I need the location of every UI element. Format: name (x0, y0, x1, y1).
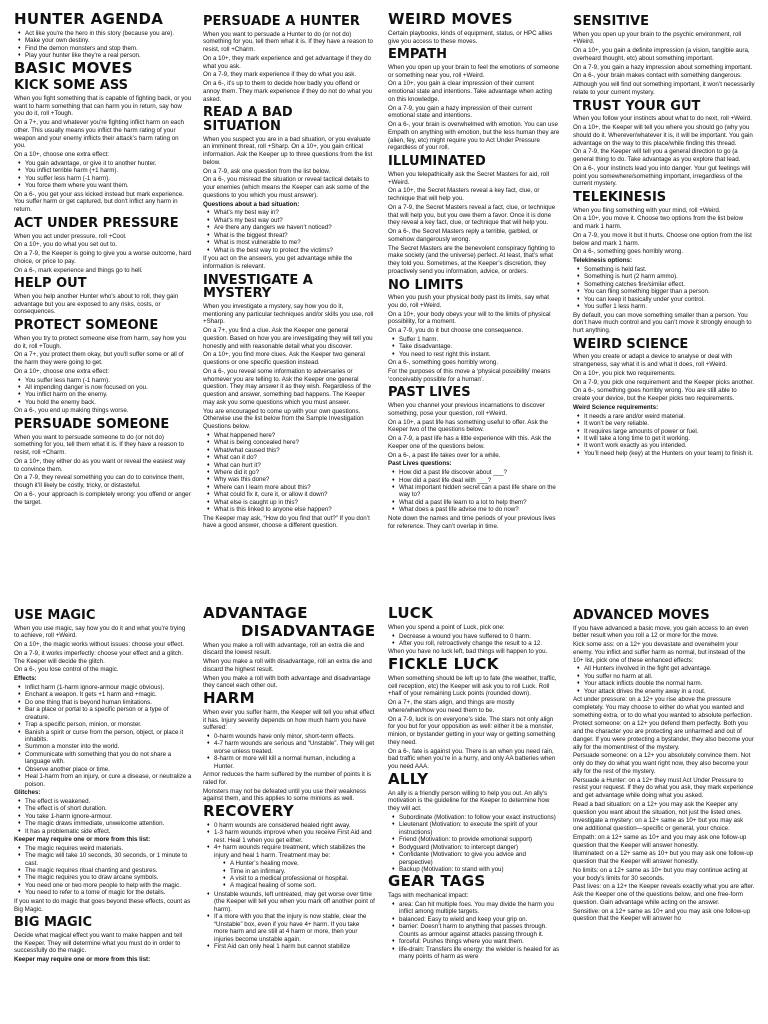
list-item: ♦ 1-3 harm wounds improve when you receive First Aid and rest. Heal 1 when you get either. (209, 829, 375, 844)
paragraph: Effects: (14, 675, 37, 683)
list-item: ♦ What is being concealed here? (209, 439, 375, 446)
paragraph: When you make a roll with disadvantage, roll an extra die and discard the highest result. (203, 658, 372, 673)
paragraph: When you open up your brain to feel the emotions of someone or something near you, roll +Weird. (388, 63, 559, 79)
luck-list (394, 633, 560, 648)
list-item: ♦ The effect is weakened. (20, 798, 192, 805)
advanced-kick-list (579, 665, 755, 695)
list-item: ♦ Inflict harm (1-harm ignore-armour magic obvious). (20, 684, 192, 691)
magic-glitches (20, 798, 192, 835)
list-item: ♦ forceful: Pushes things where you want them. (394, 938, 560, 945)
paragraph: When ever you suffer harm, the Keeper will tell you what effect it has. Injury severity depends on how much harm you have suffered: (203, 708, 375, 732)
paragraph: On a 10+, they mark experience and get advantage if they do what you ask. (203, 54, 372, 70)
list-item: ♦ Play your hunter like they're a real person. (20, 52, 192, 59)
weird-science-requirements (579, 413, 755, 458)
paragraph: Act under pressure: on a 12+ you rise above the pressure completely. You may choose to either do what you wanted and something extra, or to do what you wanted to absolute perfection. (573, 696, 753, 719)
list-item: ♦ Banish a spirit or curse from the person, object, or place it inhabits. (20, 729, 192, 744)
paragraph: When you channel your previous incarnations to discover something, pose your question, roll +Weird. (388, 402, 545, 417)
list-item: ♦ You suffer 1 less harm. (579, 303, 755, 310)
list-item: ♦ What’s my best way in? (209, 209, 375, 216)
list-item: ♦ It has a problematic side effect. (20, 828, 192, 835)
paragraph: Keeper may require one or more from this list: (14, 835, 151, 843)
paragraph: On a 7-9, you gain a hazy impression about something important. (573, 63, 753, 71)
paragraph: On a 7-9, the Secret Masters reveal a fact, clue, or technique that will help you, but you owe them a favor. Once it is done they reveal a key fact, clue, or technique that will help you. (388, 203, 556, 227)
advantage-title: ADVANTAGE (203, 606, 308, 622)
paragraph: Persuade a Hunter: on a 12+ they must Act Under Pressure to resist your request. If they do what you ask, they mark experience and get advantage while doing what you asked. (573, 776, 754, 800)
harm-title: HARM (203, 689, 255, 707)
list-item: ♦ Do one thing that is beyond human limitations. (20, 699, 192, 706)
list-item: ♦ area: Can hit multiple foes. You may divide the harm you inflict among multiple targets. (394, 901, 560, 916)
ally-title: ALLY (388, 769, 429, 788)
magic-requirements (20, 845, 192, 897)
paragraph: On a 6-, you misread the situation or reveal tactical details to your enemies (which means the Keeper can ask some of the questions to you which you must answer). (203, 176, 370, 199)
paragraph: On a 6-, you reveal some information to adversaries or whomever you are telling to. Ask the Keeper one general question. They may answer it as they wish. Regardless of the question and answer, something bad happens. The Keeper may ask you some questions which you must answer. (203, 367, 372, 406)
list-item: ♦ Bodyguard (Motivation: to intercept danger) (394, 844, 560, 851)
list-item: ♦ You need to rest right this instant. (394, 351, 560, 358)
list-item: ♦ Enchant a weapon. It gets +1 harm and +magic. (20, 691, 192, 698)
list-item: ♦ Where can I learn more about this? (209, 484, 375, 491)
list-item: ♦ Friend (Motivation: to provide emotional support) (394, 836, 560, 843)
list-item: ♦ It requires large amounts of power or fuel. (579, 428, 755, 435)
list-item: ♦ After you roll, retroactively change the result to a 12. (394, 640, 560, 647)
paragraph: On a 6-, your brain makes contact with something dangerous. (573, 72, 742, 80)
paragraph: On a 10+, the Keeper will tell you where you should go (why you should do it. Wherever/whatever it is, it will be important. You gain advantage on the way to this place/while finding this thread. (573, 124, 753, 147)
harm-list (209, 733, 375, 770)
list-item: ♦ You need to refer to a tome of magic for the details. (20, 889, 192, 896)
read-bad-situation-title: READ A BAD SITUATION (203, 105, 293, 135)
column-weird-moves (388, 12, 560, 572)
illuminated-title: ILLUMINATED (388, 154, 486, 170)
list-item: ♦ It needs a rare and/or weird material. (579, 413, 755, 420)
paragraph: On a 10+, choose one extra effect: (14, 367, 109, 375)
persuade-someone-title: PERSUADE SOMEONE (14, 417, 170, 433)
paragraph: On a 7-9, you pick one requirement and the Keeper picks another. (573, 378, 754, 386)
paragraph: Read a bad situation: on a 12+ you may ask the Keeper any question you want about the situation, not just the listed ones. (573, 800, 742, 816)
paragraph: On a 7-9, they mark experience if they do what you ask. (203, 71, 357, 79)
paragraph: When you want to persuade a Hunter to do (or not do) something for you, tell them what it is. If they have a reason to resist, roll +Charm. (203, 30, 373, 54)
list-item: ♦ You force them where you want them. (20, 182, 192, 189)
list-item: ♦ Heal 1-harm from an injury, or cure a disease, or neutralize a poison. (20, 773, 192, 788)
list-item: ♦ Decrease a wound you have suffered to 0 harm. (394, 633, 560, 640)
list-item: ♦ It won’t be very reliable. (579, 420, 755, 427)
investigate-title: INVESTIGATE A MYSTERY (203, 272, 313, 302)
kick-some-ass-title: KICK SOME ASS (14, 78, 129, 94)
trust-gut-title: TRUST YOUR GUT (573, 98, 701, 114)
list-item: ♦ What’s my best way out? (209, 217, 375, 224)
list-item: ♦ Suffer 1 harm. (394, 336, 560, 343)
fickle-luck-title: FICKLE LUCK (388, 655, 499, 674)
paragraph: Telekinesis options: (573, 257, 633, 265)
paragraph: On a 6-, it’s up to them to decide how badly you offend or annoy them. They mark experience if they do not do what you asked. (203, 80, 373, 103)
list-item: ♦ Subordinate (Motivation: to follow your exact instructions) (394, 814, 560, 821)
list-item: ♦ 8-harm or more will kill a normal human, including a Hunter. (209, 755, 375, 770)
paragraph: Investigate a mystery: on a 12+ same as 10+ but you may ask one additional question—specific or general, your choice. (573, 817, 744, 833)
paragraph: When you help another Hunter who's about to roll, they gain advantage but you are exposed to any risks, costs, or consequences. (14, 292, 179, 316)
paragraph: On a 7-9, they reveal something you can do to convince them, though it’ll likely be costly, tricky, or distasteful. (14, 474, 185, 490)
paragraph: By default, you can move something smaller than a person. You don’t have much control and you can’t move it strongly enough to hurt anything. (573, 311, 752, 335)
magic-effects (20, 684, 192, 788)
persuade-hunter-title: PERSUADE A HUNTER (203, 14, 360, 29)
gear-tags-title: GEAR TAGS (388, 872, 486, 891)
paragraph: On a 7-9, you gain a hazy impression of their current emotional state and intentions. (388, 104, 533, 120)
list-item: ♦ It will take a long time to get it working. (579, 435, 755, 442)
list-item: ♦ The magic will take 10 seconds, 30 seconds, or 1 minute to cast. (20, 852, 192, 867)
paragraph: When you open up your brain to the psychic environment, roll +Weird. (573, 30, 742, 46)
big-magic-title: BIG MAGIC (14, 915, 92, 931)
list-item: ♦ What important hidden secret can a past life share on the way to? (394, 484, 560, 499)
luck-title: LUCK (388, 606, 434, 622)
column-persuade-read-investigate (203, 12, 375, 572)
paragraph: Past Lives questions: (388, 460, 452, 468)
list-item: ♦ If a more with you that the injury is now stable, clear the “Unstable” box, even if you have 4+ harm. If you take more harm and are still at 4 harm or more, then your injuries become unstable again. (209, 913, 375, 943)
paragraph: Certain playbooks, kinds of equipment, status, or HPC allies give you access to these moves. (388, 29, 553, 45)
list-item: ♦ life-drain: Transfers life energy: the wielder is healed for as many points of harm as were (394, 946, 560, 961)
list-item: ♦ Time in an infirmary. (225, 868, 375, 875)
list-item: ♦ You can fling something bigger than a person. (579, 288, 755, 295)
list-item: ♦ A visit to a medical professional or hospital. (225, 875, 375, 882)
list-item: ♦ Make your own destiny. (20, 37, 192, 44)
list-item: ♦ What did a past life learn to a lot to help them? (394, 499, 560, 506)
act-under-pressure-title: ACT UNDER PRESSURE (14, 215, 179, 231)
paragraph: Although you will find out something important, it won’t necessarily relate to your current mystery. (573, 81, 755, 96)
paragraph: On a 7-9, you move it but it hurts. Choose one option from the list below and mark 1 harm. (573, 231, 752, 247)
list-item: ♦ What does a past life advise me to do now? (394, 506, 560, 513)
column-luck-ally-gear (388, 606, 560, 1020)
list-item: ♦ Trap a specific person, minion, or monster. (20, 721, 192, 728)
paragraph: On a 10+, the Secret Masters reveal a key fact, clue, or technique that will help you. (388, 187, 540, 203)
paragraph: The Secret Masters are the benevolent conspiracy fighting to make society (and the universe) perfect. At least, that’s what they told you. Sometimes, at the Keeper’s discretion, they proactively send you information, advice, or orders. (388, 244, 555, 275)
list-item: ♦ What else is caught up in this? (209, 499, 375, 506)
paragraph: On a 7+, you protect them okay, but you'll suffer some or all of the harm they were going to get. (14, 351, 184, 367)
list-item: ♦ Something is hurt (2 harm ammo). (579, 273, 755, 280)
list-item: ♦ You can keep it basically under your control. (579, 296, 755, 303)
past-lives-questions (394, 469, 560, 514)
list-item: ♦ What could fix it, cure it, or allow it down? (209, 491, 375, 498)
paragraph: On a 10+, you move it. Choose two options from the list below and mark 1 harm. (573, 215, 744, 231)
paragraph: Empath: on a 12+ same as 10+ and you may ask one follow-up question that the Keeper will answer honestly. (573, 833, 747, 849)
paragraph: Keeper may require one or more from this list: (14, 956, 151, 964)
paragraph: For the purposes of this move a ‘physical possibility’ means ‘conceivably possible for a human’. (388, 367, 551, 383)
column-magic (14, 606, 192, 1020)
recovery-list-continued (209, 891, 375, 951)
protect-someone-list (20, 377, 192, 407)
hunter-agenda-title: HUNTER AGENDA (14, 12, 164, 28)
list-item: ♦ A magical healing of some sort. (225, 882, 375, 889)
list-item: ♦ Find the demon monsters and stop them. (20, 45, 192, 52)
paragraph: On a 7+, you find a clue. Ask the Keeper one general question. Based on how you are investigating they will tell you honestly and with reasonable detail what you discover. (203, 327, 373, 350)
paragraph: On a 6-, you end up making things worse. (14, 407, 129, 415)
paragraph: On a 10+, a past life has something useful to offer. Ask the Keeper two of the questions below. (388, 418, 549, 434)
basic-moves-title: BASIC MOVES (14, 58, 133, 77)
list-item: ♦ You need one or two more people to help with the magic. (20, 882, 192, 889)
list-item: ♦ 4+ harm wounds require treatment, which stabilizes the injury and heal 1 harm. Treatment may be: (209, 844, 375, 859)
paragraph: You are encouraged to come up with your own questions. Otherwise use the list below from the Sample Investigation Questions below. (203, 407, 364, 431)
paragraph: On a 6-, something goes horribly wrong. You are still able to create your device, but the Keeper picks two requirements. (573, 387, 737, 403)
paragraph: When you want to persuade someone to do (or not do) something for you, tell them what it is. If they have a reason to resist, roll +Charm. (14, 433, 184, 457)
list-item: ♦ What is the biggest threat? (209, 232, 375, 239)
list-item: ♦ Your attack inflicts double the normal harm. (579, 680, 755, 687)
recovery-list (209, 822, 375, 859)
bad-situation-questions (209, 209, 375, 254)
list-item: ♦ 0-harm wounds have only minor, short-term effects. (209, 733, 375, 740)
help-out-title: HELP OUT (14, 276, 87, 292)
paragraph: On a 7-9, the Keeper will tell you a general direction to go (a general thing to do. Take advantage as you explore that lead. (573, 148, 741, 164)
paragraph: When you have no luck left, bad things will happen to you. (388, 648, 548, 656)
gear-tags-list (394, 901, 560, 961)
paragraph: When you use magic, say how you do it and what you’re trying to achieve, roll +Weird. (14, 624, 186, 640)
paragraph: On a 6-, you get your ass kicked instead but mark experience. You suffer harm or get captured, but don't inflict any harm in return. (14, 190, 184, 214)
list-item: ♦ What can hurt it? (209, 462, 375, 469)
paragraph: When you try to protect someone else from harm, say how you do it, roll +Tough. (14, 334, 186, 350)
no-limits-title: NO LIMITS (388, 277, 464, 293)
treatment-list (225, 860, 375, 890)
paragraph: When you suspect you are in a bad situation, or you evaluate an imminent threat, roll +Sharp. On a 10+, you gain critical information. Ask the Keeper up to three questions from the list below. (203, 135, 373, 166)
list-item: ♦ All impending danger is now focused on you. (20, 384, 192, 391)
past-lives-title: PAST LIVES (388, 385, 471, 401)
paragraph: When you push your physical body past its limits, say what you do, roll +Weird. (388, 294, 549, 309)
list-item: ♦ What can it do? (209, 454, 375, 461)
paragraph: When you spend a point of Luck, pick one: (388, 623, 505, 631)
investigation-questions (209, 432, 375, 514)
list-item: ♦ The magic requires ritual chanting and gestures. (20, 867, 192, 874)
paragraph: Monsters may not be defeated until you use their weakness against them, and this applies to some minions as well. (203, 787, 367, 803)
list-item: ♦ First Aid can only heal 1 harm but cannot stabilize (209, 943, 375, 950)
paragraph: On a 7-9, ask one question from the list below. (203, 167, 331, 175)
list-item: ♦ Why was this done? (209, 476, 375, 483)
list-item: ♦ What/what caused this? (209, 447, 375, 454)
list-item: ♦ You suffer less harm (-1 harm). (20, 377, 192, 384)
list-item: ♦ Something is held fast. (579, 266, 755, 273)
paragraph: On a 10+, you pick two requirements. (573, 369, 676, 377)
paragraph: On a 10+, they either do as you want or reveal the easiest way to convince them. (14, 457, 186, 473)
list-item: ♦ balanced: Easy to wield and keep your grip on. (394, 916, 560, 923)
paragraph: On a 7-9, a past life has a little experience with this. Ask the Keeper one of the questions below. (388, 435, 552, 450)
list-item: ♦ Where did it go? (209, 469, 375, 476)
list-item: ♦ barrier: Doesn’t harm to anything that passes through. Counts as armour against attacks passing through it. (394, 923, 560, 938)
list-item: ♦ All Hunters involved in the fight get advantage. (579, 665, 755, 672)
paragraph: When you fling something with your mind, roll +Weird. (573, 206, 721, 214)
no-limits-list (394, 336, 560, 358)
paragraph: When you make a roll with advantage, roll an extra die and discard the lowest result. (203, 641, 364, 657)
paragraph: On a 7+, the stars align, and things are mostly where/when/how you need them to be. (388, 699, 515, 714)
list-item: ♦ You hold the enemy back. (20, 399, 192, 406)
paragraph: On a 6-, something goes horribly wrong. (573, 248, 684, 256)
list-item: ♦ Lieutenant (Motivation: to execute the spirit of your instructions) (394, 821, 560, 836)
paragraph: No limits: on a 12+ same as 10+ but you may continue acting at your body’s limits for 30 seconds. (573, 866, 748, 882)
telekinesis-title: TELEKINESIS (573, 190, 667, 206)
weird-moves-title: WEIRD MOVES (388, 12, 513, 28)
list-item: ♦ What is most vulnerable to me? (209, 239, 375, 246)
list-item: ♦ Something catches fire/similar effect. (579, 281, 755, 288)
paragraph: Protect someone: on a 12+ you defend them perfectly. Both you and the character you are protecting are unharmed and out of danger. If you were protecting a bystander, they also become your ally for the moment/rest of the mystery. (573, 720, 754, 751)
paragraph: Kick some ass: on a 12+ you devastate and overwhelm your enemy. You inflict and suffer harm as normal, but instead of the 10+ list, pick one of these enhanced effects: (573, 641, 746, 664)
paragraph: On a 10+, you find more clues. Ask the Keeper two general questions or one specific question instead. (203, 351, 365, 367)
list-item: ♦ You suffer no harm at all. (579, 673, 755, 680)
list-item: ♦ You’ll need help (key) at the Hunters on your team) to finish it. (579, 450, 755, 457)
weird-science-title: WEIRD SCIENCE (573, 336, 689, 352)
paragraph: On a 10+, you gain a definite impression (a vision, tangible aura, overheard thought, etc) about something important. (573, 47, 750, 62)
paragraph: Illuminated: on a 12+ same as 10+ but you may ask one follow-up question that the Keeper will answer honestly. (573, 850, 754, 866)
advanced-moves-title: ADVANCED MOVES (573, 608, 710, 623)
paragraph: Note down the names and time periods of your previous lives for reference. They can’t overlap in time. (388, 514, 556, 530)
paragraph: Weird Science requirements: (573, 403, 659, 411)
list-item: ♦ Communicate with something that you do not share a language with. (20, 751, 192, 766)
paragraph: If you want to do magic that goes beyond these effects, count as Big Magic. (14, 897, 191, 913)
disadvantage-title: DISADVANTAGE (241, 621, 375, 640)
paragraph: An ally is a friendly person willing to help you out. An ally’s motivation is the guideline for the Keeper to determine how they will act. (388, 789, 550, 813)
paragraph: When you make a roll with both advantage and disadvantage they cancel each other out. (203, 674, 371, 690)
list-item: ♦ It won’t work exactly as you intended. (579, 442, 755, 449)
list-item: ♦ The magic draws immediate, unwelcome attention. (20, 820, 192, 827)
paragraph: Armor reduces the harm suffered by the number of points it is rated for. (203, 771, 372, 786)
ally-list (394, 814, 560, 874)
paragraph: The Keeper may ask, “How do you find that out?” If you don’t have a good answer, choose a different question. (203, 514, 370, 530)
list-item: ♦ The effect is of short duration. (20, 805, 192, 812)
protect-someone-title: PROTECT SOMEONE (14, 318, 159, 334)
list-item: ♦ Backup (Motivation: to stand with you) (394, 866, 560, 873)
empath-title: EMPATH (388, 47, 447, 63)
paragraph: On a 6-, you lose control of the magic. (14, 666, 119, 674)
list-item: ♦ Unstable wounds, left untreated, may get worse over time (the Keeper will tell you when you mark off another point of harm). (209, 891, 375, 913)
paragraph: On a 6-, your approach is completely wrong: you offend or anger the target. (14, 490, 191, 506)
paragraph: On a 10+, choose one extra effect: (14, 151, 109, 159)
paragraph: On a 6-, your brain is overwhelmed with emotion. You can use Empath on anything with emotion, but the less human they are (alien, fey, etc) might require you to Act Under Pressure regardless of your roll. (388, 121, 560, 152)
column-advantage-harm (203, 606, 375, 1020)
sensitive-title: SENSITIVE (573, 14, 649, 29)
list-item: ♦ Are there any dangers we haven’t noticed? (209, 224, 375, 231)
list-item: ♦ You inflict harm on the enemy. (20, 391, 192, 398)
paragraph: Persuade someone: on a 12+ you absolutely convince them. Not only do they do what you want right now, they also become your ally for the rest of the mystery. (573, 752, 751, 775)
list-item: ♦ The magic requires weird materials. (20, 845, 192, 852)
paragraph: When you act under pressure, roll +Cool. (14, 232, 127, 240)
paragraph: Decide what magical effect you want to make happen and tell the Keeper. They will determine what you must do in order to successfully do the magic. (14, 931, 183, 955)
paragraph: On a 7-9, you do it but choose one consequence. (388, 327, 524, 335)
list-item: ♦ Confidante (Motivation: to give you advice and perspective) (394, 851, 560, 866)
paragraph: On a 6-, your instincts lead you into danger. Your gut feelings will point you somewhere/something important, irregardless of the current mystery. (573, 164, 751, 188)
paragraph: On a 10+, the magic works without issues: choose your effect. (14, 641, 184, 649)
paragraph: On a 10+, you do what you set out to. (14, 241, 118, 249)
telekinesis-options (579, 266, 755, 311)
paragraph: On a 10+, you gain a clear impression of their current emotional state and intentions. Take advantage when acting on this knowledge. (388, 80, 552, 103)
list-item: ♦ Act like you're the hero in this story (because you are). (20, 30, 192, 37)
hunter-agenda-list (20, 30, 192, 60)
paragraph: On a 6-, something goes horribly wrong. (388, 359, 499, 367)
list-item: ♦ Take disadvantage. (394, 343, 560, 350)
list-item: ♦ A Hunter’s healing move. (225, 860, 375, 867)
paragraph: Questions about a bad situation: (203, 200, 300, 208)
list-item: ♦ What happened here? (209, 432, 375, 439)
paragraph: On a 6-, a past life takes over for a while. (388, 451, 501, 459)
list-item: ♦ 4-7 harm wounds are serious and “Unstable”. They will get worse unless treated. (209, 740, 375, 755)
paragraph: On a 7-9, luck is on everyone’s side. The stars not only align for you but for your opposition as well: either it be a monster, minion, or bystander getting in your way or getting something they need. (388, 715, 556, 746)
paragraph: On a 10+, your body obeys your will to the limits of physical possibility, for a moment. (388, 310, 551, 326)
kick-some-ass-list (20, 160, 192, 190)
paragraph: If you act on the answers, you get advantage while the information is relevant. (203, 255, 353, 270)
paragraph: Past lives: on a 12+ the Keeper reveals exactly what you are after. Ask the Keeper one of the questions below, and one free-form question. Gain advantage while acting on the answer. (573, 883, 755, 906)
column-sensitive-weird-science (573, 12, 755, 572)
paragraph: If you have advanced a basic move, you gain access to an even better result when you roll a 12 or more for the move. (573, 624, 749, 640)
list-item: ♦ You take 1-harm ignore-armour. (20, 813, 192, 820)
recovery-title: RECOVERY (203, 802, 295, 821)
list-item: ♦ You inflict terrible harm (+1 harm). (20, 167, 192, 174)
column-basic-moves (14, 12, 192, 572)
paragraph: On a 6-, mark experience and things go to hell. (14, 266, 143, 274)
list-item: ♦ What is the best way to protect the victims? (209, 247, 375, 254)
paragraph: When you follow your instincts about what to do next, roll +Weird. (573, 115, 752, 123)
column-advanced-moves (573, 606, 755, 1020)
list-item: ♦ You gain advantage, or give it to another hunter. (20, 160, 192, 167)
paragraph: Glitches: (14, 789, 41, 797)
paragraph: On a 6-, the Secret Masters reply a terrible, garbled, or somehow dangerously wrong. (388, 228, 538, 243)
paragraph: On a 7+, you and whatever you're fighting inflict harm on each other. This usually means you inflict the harm rating of your weapon and your enemy inflicts their attack’s harm rating on you. (14, 119, 184, 150)
paragraph: On a 7-9, the Keeper is going to give you a worse outcome, hard choice, or price to pay. (14, 250, 192, 265)
list-item: ♦ 0 harm wounds are considered healed right away. (209, 822, 375, 829)
paragraph: When something should be left up to fate (the weather, traffic, cell reception, etc) the Keeper will ask you to roll Luck. Roll +half of your remaining Luck points (rounded down). (388, 674, 557, 698)
paragraph: When you fight something that is capable of fighting back, or you want to harm something that can harm you in return, say how you do it, roll +Tough. (14, 94, 192, 118)
paragraph: Sensitive: on a 12+ same as 10+ and you may ask one follow-up question that the Keeper will answer ho (573, 907, 751, 923)
list-item: ♦ The magic requires you to draw arcane symbols. (20, 874, 192, 881)
list-item: ♦ Bar a place or portal to a specific person or a type of creature. (20, 706, 192, 721)
list-item: ♦ Observe another place or time. (20, 766, 192, 773)
list-item: ♦ How did a past life deal with ___? (394, 477, 560, 484)
list-item: ♦ How did a past life discover about ___? (394, 469, 560, 476)
paragraph: When you investigate a mystery, say how you do it, mentioning any particular techniques and/or skills you use, roll +Sharp. (203, 302, 374, 326)
list-item: ♦ What is this linked to anyone else happen? (209, 506, 375, 513)
paragraph: On a 6-, fate is against you. There is an when you need rain, bad traffic when you’re in a hurry, and only AA batteries when you need AAA. (388, 747, 556, 771)
use-magic-title: USE MAGIC (14, 608, 96, 623)
paragraph: On a 7-9, it works imperfectly: choose your effect and a glitch. The Keeper will decide the glitch. (14, 649, 184, 665)
list-item: ♦ Summon a monster into the world. (20, 743, 192, 750)
list-item: ♦ You suffer less harm (-1 harm). (20, 175, 192, 182)
paragraph: When you create or adapt a device to analyse or deal with strangeness, say what it is and what it does, roll +Weird. (573, 353, 733, 369)
paragraph: When you telepathically ask the Secret Masters for aid, roll +Weird. (388, 170, 549, 186)
paragraph: Tags with mechanical impact: (388, 892, 469, 900)
list-item: ♦ Your attack drives the enemy away in a rout. (579, 688, 755, 695)
